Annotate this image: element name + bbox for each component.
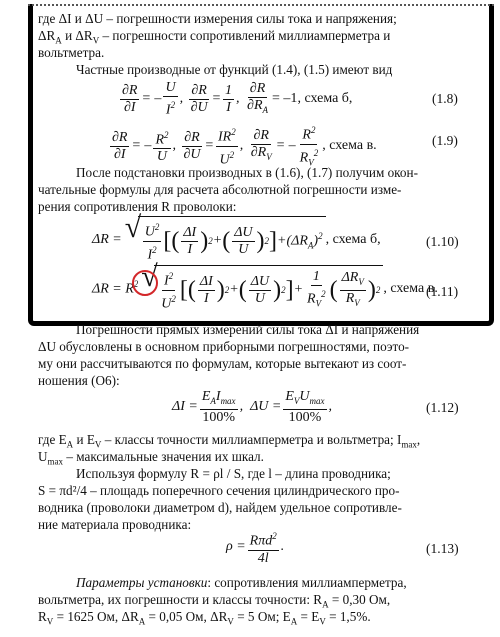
text-line: Используя формулу R = ρl / S, где l – длина проводника; [76, 466, 391, 481]
text-line: $U_{max}$ – максимальные значения их шкал. [38, 449, 264, 467]
equation-number: (1.8) [432, 91, 458, 106]
equation-number: (1.10) [426, 234, 459, 249]
text-line: водника (проволоки диаметром d), найдем удельное сопротивле- [38, 500, 402, 515]
equation-1-8: $\frac{\partial R}{\partial I}$ = – $\frac{U}{I^2}$ , $\frac{\partial R}{\partial U}$ = $\frac{1}{I}$ , $\frac{\partial R}{\partial R_A}$ = –1 , схема б, [122, 80, 353, 118]
equation-1-11: $\Delta R = R^2$ √ $\frac{I^2}{U^2}$ [ ( $\frac{\Delta I}{I}$ ) 2 + ( $\frac{\Delta U}{U}$ ) 2 ] + $\frac{1}{R_V^2}$ ( $\frac{\Delta R_V}{R_V}$ ) 2 , схема в. [92, 265, 438, 312]
equation-number: (1.13) [426, 541, 459, 556]
text-line: Параметры установки: сопротивления миллиамперметра, [76, 575, 407, 590]
text-line: После подстановки производных в (1.6), (1.7) получим окон- [76, 165, 418, 180]
text-line: чательные формулы для расчета абсолютной погрешности изме- [38, 182, 402, 197]
text-line: S = πd²/4 – площадь поперечного сечения цилиндрического про- [38, 483, 400, 498]
text-line: вольтметра. [38, 45, 105, 60]
equation-number: (1.11) [426, 284, 459, 299]
text-line: му они рассчитываются по формулам, которые вытекают из соот- [38, 356, 407, 371]
text-line: $\Delta R_A$ и $\Delta R_V$ – погрешности сопротивлений миллиамперметра и [38, 28, 391, 46]
equation-1-13: ρ = $\frac{R\pi d^2}{4l}$ . [226, 528, 284, 567]
text-line: где $E_A$ и $E_V$ – классы точности миллиамперметра и вольтметра; $I_{max}$, [38, 432, 421, 450]
equation-number: (1.12) [426, 400, 459, 415]
equation-1-12: ΔI = $\frac{E_AI_{max}}{100\%}$ , ΔU = $\frac{E_VU_{max}}{100\%}$ , [172, 389, 333, 425]
text-line: ΔU обусловлены в основном приборными погрешностями, поэто- [38, 339, 410, 354]
red-circle-annotation [132, 270, 158, 296]
text-line: где ΔI и ΔU – погрешности измерения силы тока и напряжения; [38, 11, 397, 26]
equation-1-10: ΔR = √ $\frac{U^2}{I^2}$ [ ( $\frac{\Delta I}{I}$ ) 2 + ( $\frac{\Delta U}{U}$ ) 2 ] $+(\Delta R_A)^2$ , схема б, [92, 216, 381, 263]
equation-1-9: $\frac{\partial R}{\partial I}$ = – $\frac{R^2}{U}$ , $\frac{\partial R}{\partial U}$ = $\frac{IR^2}{U^2}$ , $\frac{\partial R}{\partial R_V}$ = – $\frac{R^2}{R_V^2}$ , схема в. [108, 122, 377, 170]
equation-number: (1.9) [432, 133, 458, 148]
text-line: $R_V = 1625$ Ом, $\Delta R_A = 0,05$ Ом, $\Delta R_V = 5$ Ом; $E_A = E_V = 1,5\%$. [38, 609, 371, 627]
text-line: рения сопротивления R проволоки: [38, 199, 237, 214]
text-line: Погрешности прямых измерений силы тока ΔI и напряжения [76, 322, 420, 337]
text-line: вольтметра, их погрешности и классы точности: $R_A = 0,30$ Ом, [38, 592, 391, 610]
text-line: ние материала проводника: [38, 517, 192, 532]
text-line: Частные производные от функций (1.4), (1.5) имеют вид [76, 62, 393, 77]
text-line: ношения (О6): [38, 373, 120, 388]
